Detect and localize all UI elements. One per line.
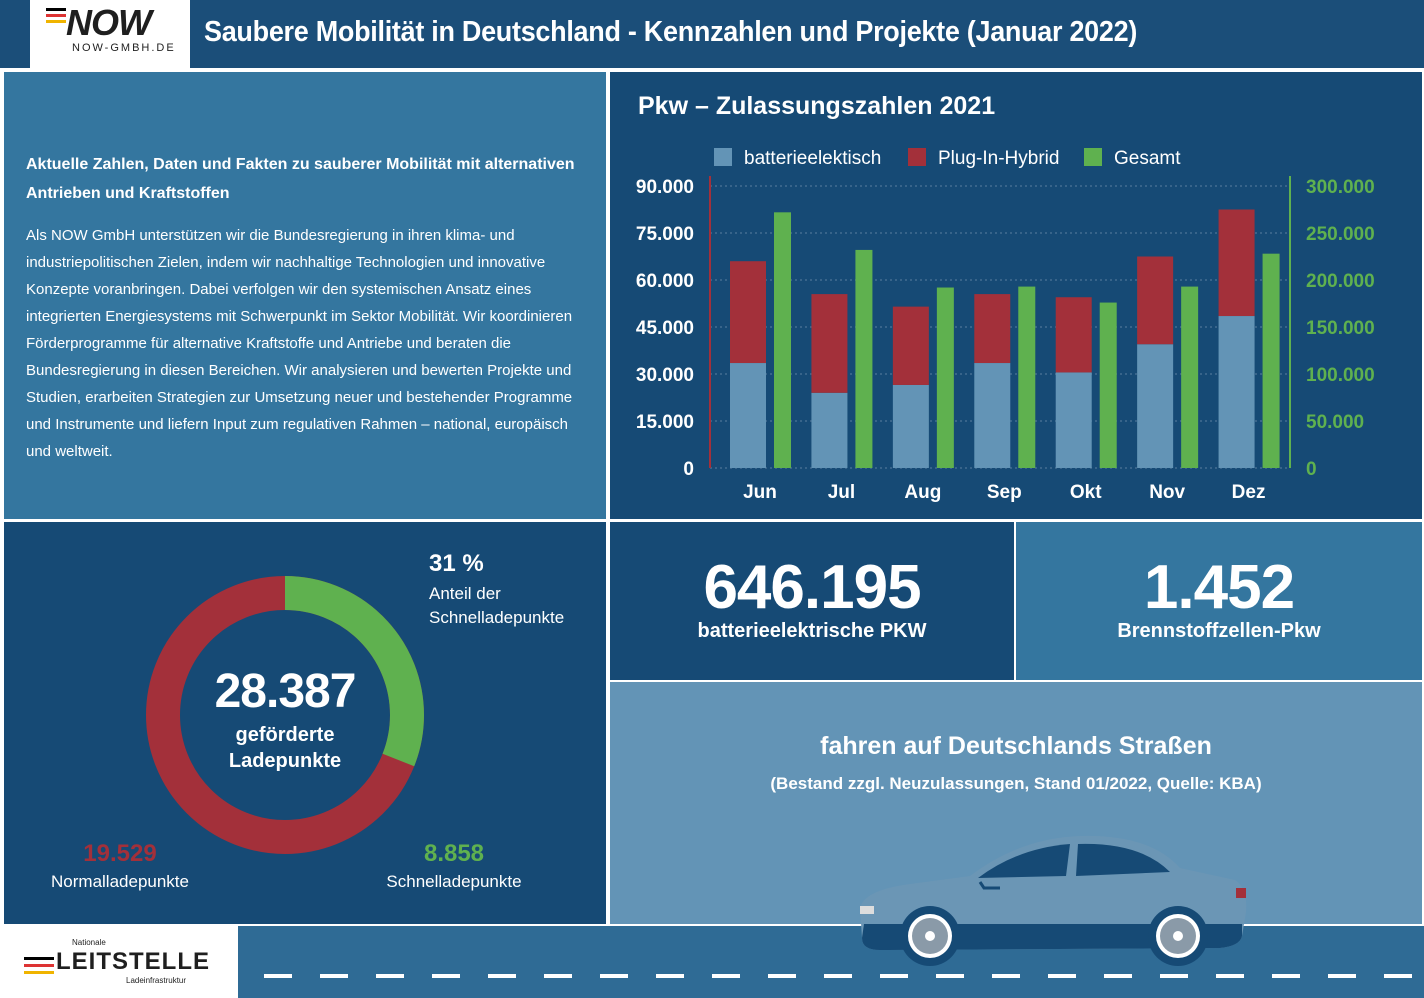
leitstelle-logo[interactable]	[0, 924, 238, 998]
left-tick-label: 75.000	[635, 224, 694, 245]
legend-label: Plug-In-Hybrid	[938, 148, 1060, 169]
now-logo[interactable]	[30, 0, 190, 68]
bar-phev	[811, 294, 847, 393]
bar-total	[1181, 287, 1198, 468]
road-dash	[824, 974, 852, 978]
x-tick-label: Nov	[1149, 482, 1186, 503]
road-dash	[1328, 974, 1356, 978]
road-source: (Bestand zzgl. Neuzulassungen, Stand 01/2022, Quelle: KBA)	[770, 774, 1262, 793]
fcev-count: 1.452	[1143, 553, 1295, 622]
left-tick-label: 45.000	[635, 318, 694, 339]
bar-total	[855, 250, 872, 468]
right-tick-label: 100.000	[1306, 365, 1375, 386]
fast-charging-label: Schnelladepunkte	[386, 872, 522, 891]
bar-phev	[974, 294, 1010, 363]
left-tick-label: 90.000	[635, 177, 694, 198]
bar-total	[1263, 254, 1280, 468]
bar-bev	[974, 363, 1010, 468]
right-tick-label: 200.000	[1306, 271, 1375, 292]
chart-title: Pkw – Zulassungszahlen 2021	[638, 92, 996, 120]
bar-bev	[730, 363, 766, 468]
logo-stripe-black	[46, 8, 66, 11]
bar-total	[1018, 287, 1035, 468]
fast-share-percent: 31 %	[429, 550, 484, 577]
bar-bev	[1137, 344, 1173, 468]
page-title: Saubere Mobilität in Deutschland - Kennzahlen und Projekte (Januar 2022)	[204, 16, 1138, 48]
x-tick-label: Sep	[986, 482, 1022, 503]
legend-label: batterieelektisch	[744, 148, 882, 169]
right-tick-label: 50.000	[1306, 412, 1365, 433]
donut-total-label-2: Ladepunkte	[228, 750, 342, 772]
legend-label: Gesamt	[1114, 148, 1181, 169]
left-tick-label: 30.000	[635, 365, 694, 386]
fcev-label: Brennstoffzellen-Pkw	[1117, 620, 1321, 642]
road-dash	[544, 974, 572, 978]
road-dash	[656, 974, 684, 978]
bar-total	[774, 212, 791, 468]
x-tick-label: Jul	[827, 482, 856, 503]
leitstelle-main: LEITSTELLE	[56, 948, 210, 975]
road-dash	[768, 974, 796, 978]
road-dash	[264, 974, 292, 978]
intro-body: Als NOW GmbH unterstützen wir die Bundesregierung in ihren klima- und industriepolitischen Zielen, indem wir nachhaltige Technologien und innovative Konzepte voranbringen. Dabei verfolgen wir den systemischen Ansatz eines integrierten Energiesystems mit Schwerpunkt im Sektor Mobilität. Wir koordinieren Förderprogramme für alternative Kraftstoffe und Antriebe und beraten die Bundesregierung in diesen Bereichen. Wir analysieren und bewerten Projekte und Studien, erarbeiten Strategien zur Umsetzung neuer und bestehender Programme und Instrumente und liefern Input zum regulativen Rahmen – national, europäisch und weltweit.	[26, 227, 573, 460]
legend-swatch	[714, 148, 732, 166]
road-dash	[320, 974, 348, 978]
road-dash	[432, 974, 460, 978]
bar-total	[937, 288, 954, 468]
leitstelle-stripe-black	[24, 957, 54, 960]
road-dash	[600, 974, 628, 978]
normal-charging-value: 19.529	[83, 840, 157, 867]
leitstelle-stripe-gold	[24, 971, 54, 974]
logo-wordmark: NOW	[66, 2, 151, 43]
x-tick-label: Aug	[904, 482, 942, 503]
bev-count: 646.195	[703, 553, 921, 622]
logo-url: NOW-GMBH.DE	[72, 42, 176, 54]
fast-share-label-2: Schnelladepunkte	[429, 608, 565, 627]
right-tick-label: 150.000	[1306, 318, 1375, 339]
car-icon	[850, 828, 1250, 978]
road-dash	[376, 974, 404, 978]
road-dash	[1272, 974, 1300, 978]
road-heading: fahren auf Deutschlands Straßen	[820, 732, 1212, 760]
registration-chart	[610, 130, 1422, 519]
x-tick-label: Dez	[1231, 482, 1266, 503]
road-dash	[488, 974, 516, 978]
bar-phev	[1219, 210, 1255, 317]
fast-charging-value: 8.858	[423, 840, 485, 867]
leitstelle-top: Nationale	[72, 938, 106, 947]
bev-label: batterieelektrische PKW	[697, 620, 927, 642]
logo-stripe-gold	[46, 20, 66, 23]
bar-bev	[811, 393, 847, 468]
bar-phev	[893, 307, 929, 385]
right-tick-label: 0	[1306, 459, 1317, 480]
normal-charging-label: Normalladepunkte	[51, 872, 189, 891]
bar-bev	[1219, 316, 1255, 468]
bar-bev	[893, 385, 929, 468]
left-tick-label: 15.000	[635, 412, 694, 433]
x-tick-label: Okt	[1069, 482, 1102, 503]
bar-total	[1100, 303, 1117, 468]
legend-swatch	[908, 148, 926, 166]
bar-phev	[1056, 297, 1092, 372]
left-tick-label: 0	[683, 459, 694, 480]
leitstelle-sub: Ladeinfrastruktur	[126, 976, 187, 985]
donut-total: 28.387	[214, 665, 356, 718]
bar-phev	[730, 261, 766, 363]
logo-stripe-red	[46, 14, 66, 17]
bar-phev	[1137, 257, 1173, 345]
intro-heading: Aktuelle Zahlen, Daten und Fakten zu sauberer Mobilität mit alternativen Antrieben und Kraftstoffen	[26, 156, 575, 202]
right-tick-label: 300.000	[1306, 177, 1375, 198]
left-tick-label: 60.000	[635, 271, 694, 292]
fast-share-label-1: Anteil der	[429, 584, 501, 603]
donut-total-label-1: geförderte	[235, 724, 335, 746]
right-tick-label: 250.000	[1306, 224, 1375, 245]
legend-swatch	[1084, 148, 1102, 166]
leitstelle-stripe-red	[24, 964, 54, 967]
bar-bev	[1056, 372, 1092, 468]
road-dash	[712, 974, 740, 978]
road-dash	[1384, 974, 1412, 978]
x-tick-label: Jun	[743, 482, 777, 503]
